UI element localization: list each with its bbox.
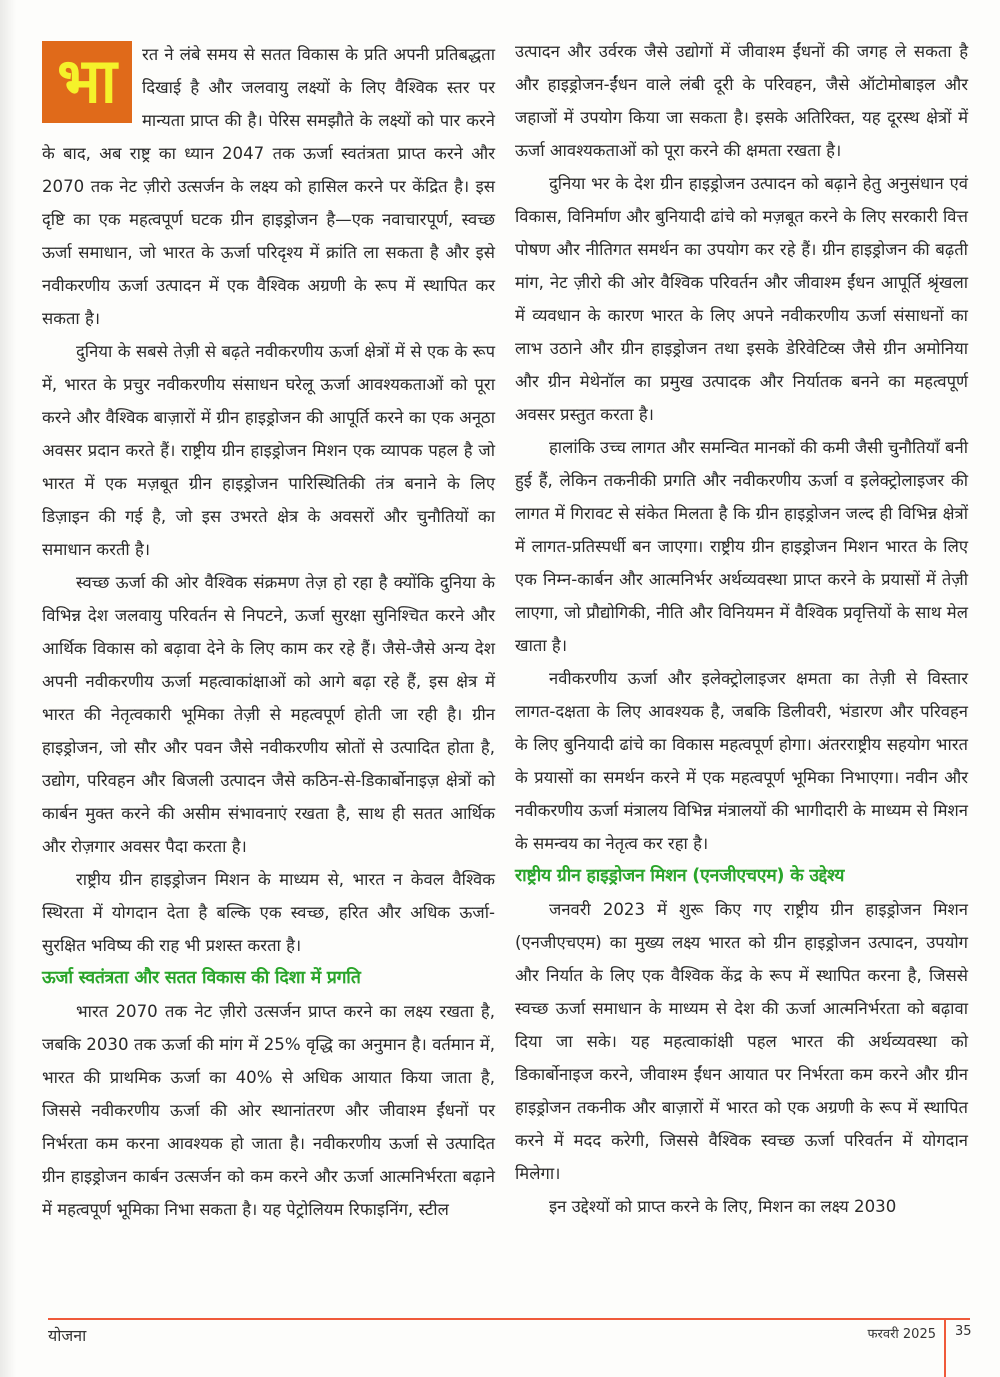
paragraph-text: रत ने लंबे समय से सतत विकास के प्रति अपनी प्रतिबद्धता दिखाई है और जलवायु लक्ष्यों के लिए वैश्विक स्तर पर मान्यता प्राप्त की है। पेरिस समझौते के लक्ष्यों को पार करने के बाद, अब राष्ट्र का ध्यान 2047 तक ऊर्जा स्वतंत्रता प्राप्त करने और 2070 तक नेट ज़ीरो उत्सर्जन के लक्ष्य को हासिल करने पर केंद्रित है। इस दृष्टि का एक महत्वपूर्ण घटक ग्रीन हाइड्रोजन है—एक नवाचारपूर्ण, स्वच्छ ऊर्जा समाधान, जो भारत के ऊर्जा परिदृश्य में क्रांति ला सकता है और इसे नवीकरणीय ऊर्जा उत्पादन में एक वैश्विक अग्रणी के रूप में स्थापित कर सकता है। [42, 45, 495, 328]
right-column [515, 35, 968, 1223]
paragraph: जनवरी 2023 में शुरू किए गए राष्ट्रीय ग्रीन हाइड्रोजन मिशन (एनजीएचएम) का मुख्य लक्ष्य भारत को ग्रीन हाइड्रोजन उत्पादन, उपयोग और निर्यात के लिए एक वैश्विक केंद्र के रूप में स्थापित करना है, जिससे स्वच्छ ऊर्जा समाधान के माध्यम से देश की ऊर्जा आत्मनिर्भरता को बढ़ावा दिया जा सके। यह महत्वाकांक्षी पहल भारत की अर्थव्यवस्था को डिकार्बोनाइज करने, जीवाश्म ईंधन आयात पर निर्भरता कम करने और ग्रीन हाइड्रोजन तकनीक और बाज़ारों में भारत को एक अग्रणी के रूप में स्थापित करने में मदद करेगी, जिससे वैश्विक स्वच्छ ऊर्जा परिवर्तन में योगदान मिलेगा। [515, 900, 968, 1183]
dropcap: भा [42, 41, 132, 123]
paragraph: भारत 2070 तक नेट ज़ीरो उत्सर्जन प्राप्त करने का लक्ष्य रखता है, जबकि 2030 तक ऊर्जा की मांग में 25% वृद्धि का अनुमान है। वर्तमान में, भारत की प्राथमिक ऊर्जा का 40% से अधिक आयात किया जाता है, जिससे नवीकरणीय ऊर्जा की ओर स्थानांतरण और जीवाश्म ईंधनों पर निर्भरता कम करना आवश्यक हो जाता है। नवीकरणीय ऊर्जा से उत्पादित ग्रीन हाइड्रोजन कार्बन उत्सर्जन को कम करने और ऊर्जा आत्मनिर्भरता बढ़ाने में महत्वपूर्ण भूमिका निभा सकता है। यह पेट्रोलियम रिफाइनिंग, स्टील [42, 1002, 495, 1219]
footer-vertical-divider [944, 1318, 946, 1377]
paragraph: राष्ट्रीय ग्रीन हाइड्रोजन मिशन के माध्यम से, भारत न केवल वैश्विक स्थिरता में योगदान देता है बल्कि एक स्वच्छ, हरित और अधिक ऊर्जा-सुरक्षित भविष्य की राह भी प्रशस्त करता है। [42, 870, 495, 955]
intro-paragraph [42, 38, 495, 335]
paragraph: हालांकि उच्च लागत और समन्वित मानकों की कमी जैसी चुनौतियाँ बनी हुई हैं, लेकिन तकनीकी प्रगति और नवीकरणीय ऊर्जा व इलेक्ट्रोलाइजर की लागत में गिरावट से संकेत मिलता है कि ग्रीन हाइड्रोजन जल्द ही विभिन्न क्षेत्रों में लागत-प्रतिस्पर्धी बन जाएगा। राष्ट्रीय ग्रीन हाइड्रोजन मिशन भारत के लिए एक निम्न-कार्बन और आत्मनिर्भर अर्थव्यवस्था प्राप्त करने के प्रयासों में तेज़ी लाएगा, जो प्रौद्योगिकी, नीति और विनियमन में वैश्विक प्रवृत्तियों के साथ मेल खाता है। [515, 438, 968, 655]
section-heading: ऊर्जा स्वतंत्रता और सतत विकास की दिशा में प्रगति [42, 968, 361, 988]
paragraph: दुनिया के सबसे तेज़ी से बढ़ते नवीकरणीय ऊर्जा क्षेत्रों में से एक के रूप में, भारत के प्रचुर नवीकरणीय संसाधन घरेलू ऊर्जा आवश्यकताओं को पूरा करने और वैश्विक बाज़ारों में ग्रीन हाइड्रोजन की आपूर्ति करने का एक अनूठा अवसर प्रदान करते हैं। राष्ट्रीय ग्रीन हाइड्रोजन मिशन एक व्यापक पहल है जो भारत में एक मज़बूत ग्रीन हाइड्रोजन पारिस्थितिकी तंत्र बनाने के लिए डिज़ाइन की गई है, जो इस उभरते क्षेत्र के अवसरों और चुनौतियों का समाधान करती है। [42, 342, 495, 559]
section-heading: राष्ट्रीय ग्रीन हाइड्रोजन मिशन (एनजीएचएम) के उद्देश्य [515, 866, 845, 886]
left-column [42, 38, 495, 1226]
page-edge-shadow [0, 0, 16, 1377]
page-number: 35 [955, 1324, 972, 1339]
paragraph: नवीकरणीय ऊर्जा और इलेक्ट्रोलाइजर क्षमता का तेज़ी से विस्तार लागत-दक्षता के लिए आवश्यक है, जबकि डिलीवरी, भंडारण और परिवहन के लिए बुनियादी ढांचे का विकास महत्वपूर्ण होगा। अंतरराष्ट्रीय सहयोग भारत के प्रयासों का समर्थन करने में एक महत्वपूर्ण भूमिका निभाएगा। नवीन और नवीकरणीय ऊर्जा मंत्रालय विभिन्न मंत्रालयों की भागीदारी के माध्यम से मिशन के समन्वय का नेतृत्व कर रहा है। [515, 669, 968, 853]
paragraph: उत्पादन और उर्वरक जैसे उद्योगों में जीवाश्म ईंधनों की जगह ले सकता है और हाइड्रोजन-ईंधन वाले लंबी दूरी के परिवहन, जैसे ऑटोमोबाइल और जहाजों में उपयोग किया जा सकता है। इसके अतिरिक्त, यह दूरस्थ क्षेत्रों में ऊर्जा आवश्यकताओं को पूरा करने की क्षमता रखता है। [515, 42, 968, 160]
paragraph: दुनिया भर के देश ग्रीन हाइड्रोजन उत्पादन को बढ़ाने हेतु अनुसंधान एवं विकास, विनिर्माण और बुनियादी ढांचे को मज़बूत करने के लिए सरकारी वित्त पोषण और नीतिगत समर्थन का उपयोग कर रहे हैं। ग्रीन हाइड्रोजन की बढ़ती मांग, नेट ज़ीरो की ओर वैश्विक परिवर्तन और जीवाश्म ईंधन आपूर्ति श्रृंखला में व्यवधान के कारण भारत के लिए अपने नवीकरणीय ऊर्जा संसाधनों का लाभ उठाने और ग्रीन हाइड्रोजन तथा इसके डेरिवेटिव्स जैसे ग्रीन अमोनिया और ग्रीन मेथेनॉल का प्रमुख उत्पादक और निर्यातक बनने का महत्वपूर्ण अवसर प्रस्तुत करता है। [515, 174, 968, 424]
article-page [42, 38, 977, 1298]
footer-divider [48, 1318, 970, 1320]
paragraph: स्वच्छ ऊर्जा की ओर वैश्विक संक्रमण तेज़ हो रहा है क्योंकि दुनिया के विभिन्न देश जलवायु परिवर्तन से निपटने, ऊर्जा सुरक्षा सुनिश्चित करने और आर्थिक विकास को बढ़ावा देने के लिए काम कर रहे हैं। जैसे-जैसे अन्य देश अपनी नवीकरणीय ऊर्जा महत्वाकांक्षाओं को आगे बढ़ा रहे हैं, इस क्षेत्र में भारत की नेतृत्वकारी भूमिका तेज़ी से महत्वपूर्ण होती जा रही है। ग्रीन हाइड्रोजन, जो सौर और पवन जैसे नवीकरणीय स्रोतों से उत्पादित होता है, उद्योग, परिवहन और बिजली उत्पादन जैसे कठिन-से-डिकार्बोनाइज़ क्षेत्रों को कार्बन मुक्त करने की असीम संभावनाएं रखता है, साथ ही सतत आर्थिक और रोज़गार अवसर पैदा करता है। [42, 573, 495, 856]
magazine-name: योजना [48, 1326, 87, 1345]
issue-date: फरवरी 2025 [867, 1327, 936, 1342]
paragraph: इन उद्देश्यों को प्राप्त करने के लिए, मिशन का लक्ष्य 2030 [549, 1197, 897, 1216]
